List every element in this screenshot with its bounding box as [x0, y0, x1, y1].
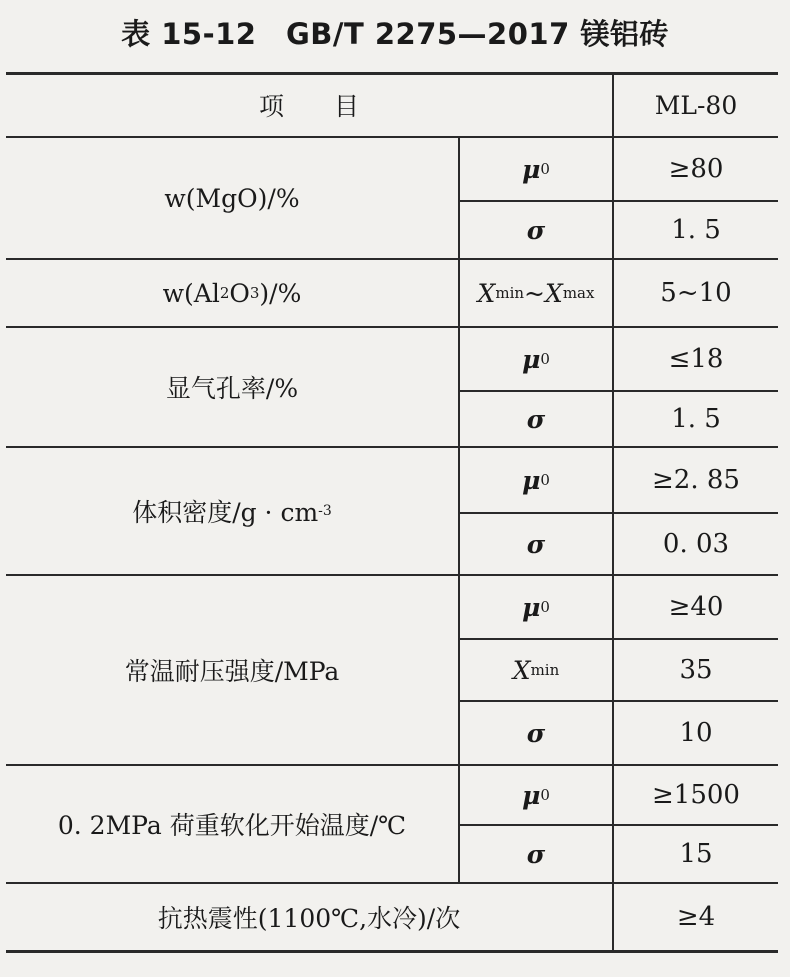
strength-sigma-value: 10	[679, 718, 713, 748]
row-softening-label: 0. 2MPa 荷重软化开始温度/℃	[57, 811, 407, 840]
strength-xmin-symbol: X min	[512, 655, 560, 685]
porosity-sigma-symbol: σ	[526, 404, 546, 434]
softening-mu-value: ≥1500	[652, 780, 740, 810]
row-density-label: 体积密度/g · cm -3	[132, 498, 332, 527]
mgo-sigma-symbol: σ	[526, 215, 546, 245]
table-title: 表 15-12 GB/T 2275—2017 镁铝砖	[121, 17, 669, 51]
row-strength-label: 常温耐压强度/MPa	[124, 657, 340, 686]
strength-sigma-symbol: σ	[526, 718, 546, 748]
strength-mu-value: ≥40	[668, 592, 724, 622]
al2o3-range-symbol: X min ~ X max	[477, 278, 595, 308]
porosity-mu-symbol: μ 0	[522, 344, 550, 374]
strength-mu-symbol: μ 0	[522, 592, 550, 622]
rule-bottom	[6, 950, 778, 953]
softening-sigma-value: 15	[679, 839, 713, 869]
strength-xmin-value: 35	[679, 655, 713, 685]
density-mu-value: ≥2. 85	[652, 465, 740, 495]
spec-table	[6, 72, 778, 956]
density-sigma-symbol: σ	[526, 529, 546, 559]
row-mgo-label: w(MgO)/%	[164, 183, 300, 213]
density-mu-symbol: μ 0	[522, 465, 550, 495]
row-thermal-label: 抗热震性(1100℃,水冷)/次	[157, 904, 461, 933]
density-sigma-value: 0. 03	[662, 529, 730, 559]
mgo-mu-symbol: μ 0	[522, 154, 550, 184]
softening-mu-symbol: μ 0	[522, 780, 550, 810]
row-al2o3-label: w(Al 2 O 3 )/%	[162, 278, 302, 308]
mgo-mu-value: ≥80	[668, 154, 724, 184]
thermal-value: ≥4	[676, 902, 716, 932]
row-porosity-label: 显气孔率/%	[165, 374, 299, 403]
header-item: 项 目	[258, 92, 359, 121]
porosity-sigma-value: 1. 5	[671, 404, 721, 434]
softening-sigma-symbol: σ	[526, 839, 546, 869]
porosity-mu-value: ≤18	[668, 344, 724, 374]
al2o3-value: 5~10	[660, 278, 732, 308]
header-grade: ML-80	[654, 90, 738, 120]
mgo-sigma-value: 1. 5	[671, 215, 721, 245]
